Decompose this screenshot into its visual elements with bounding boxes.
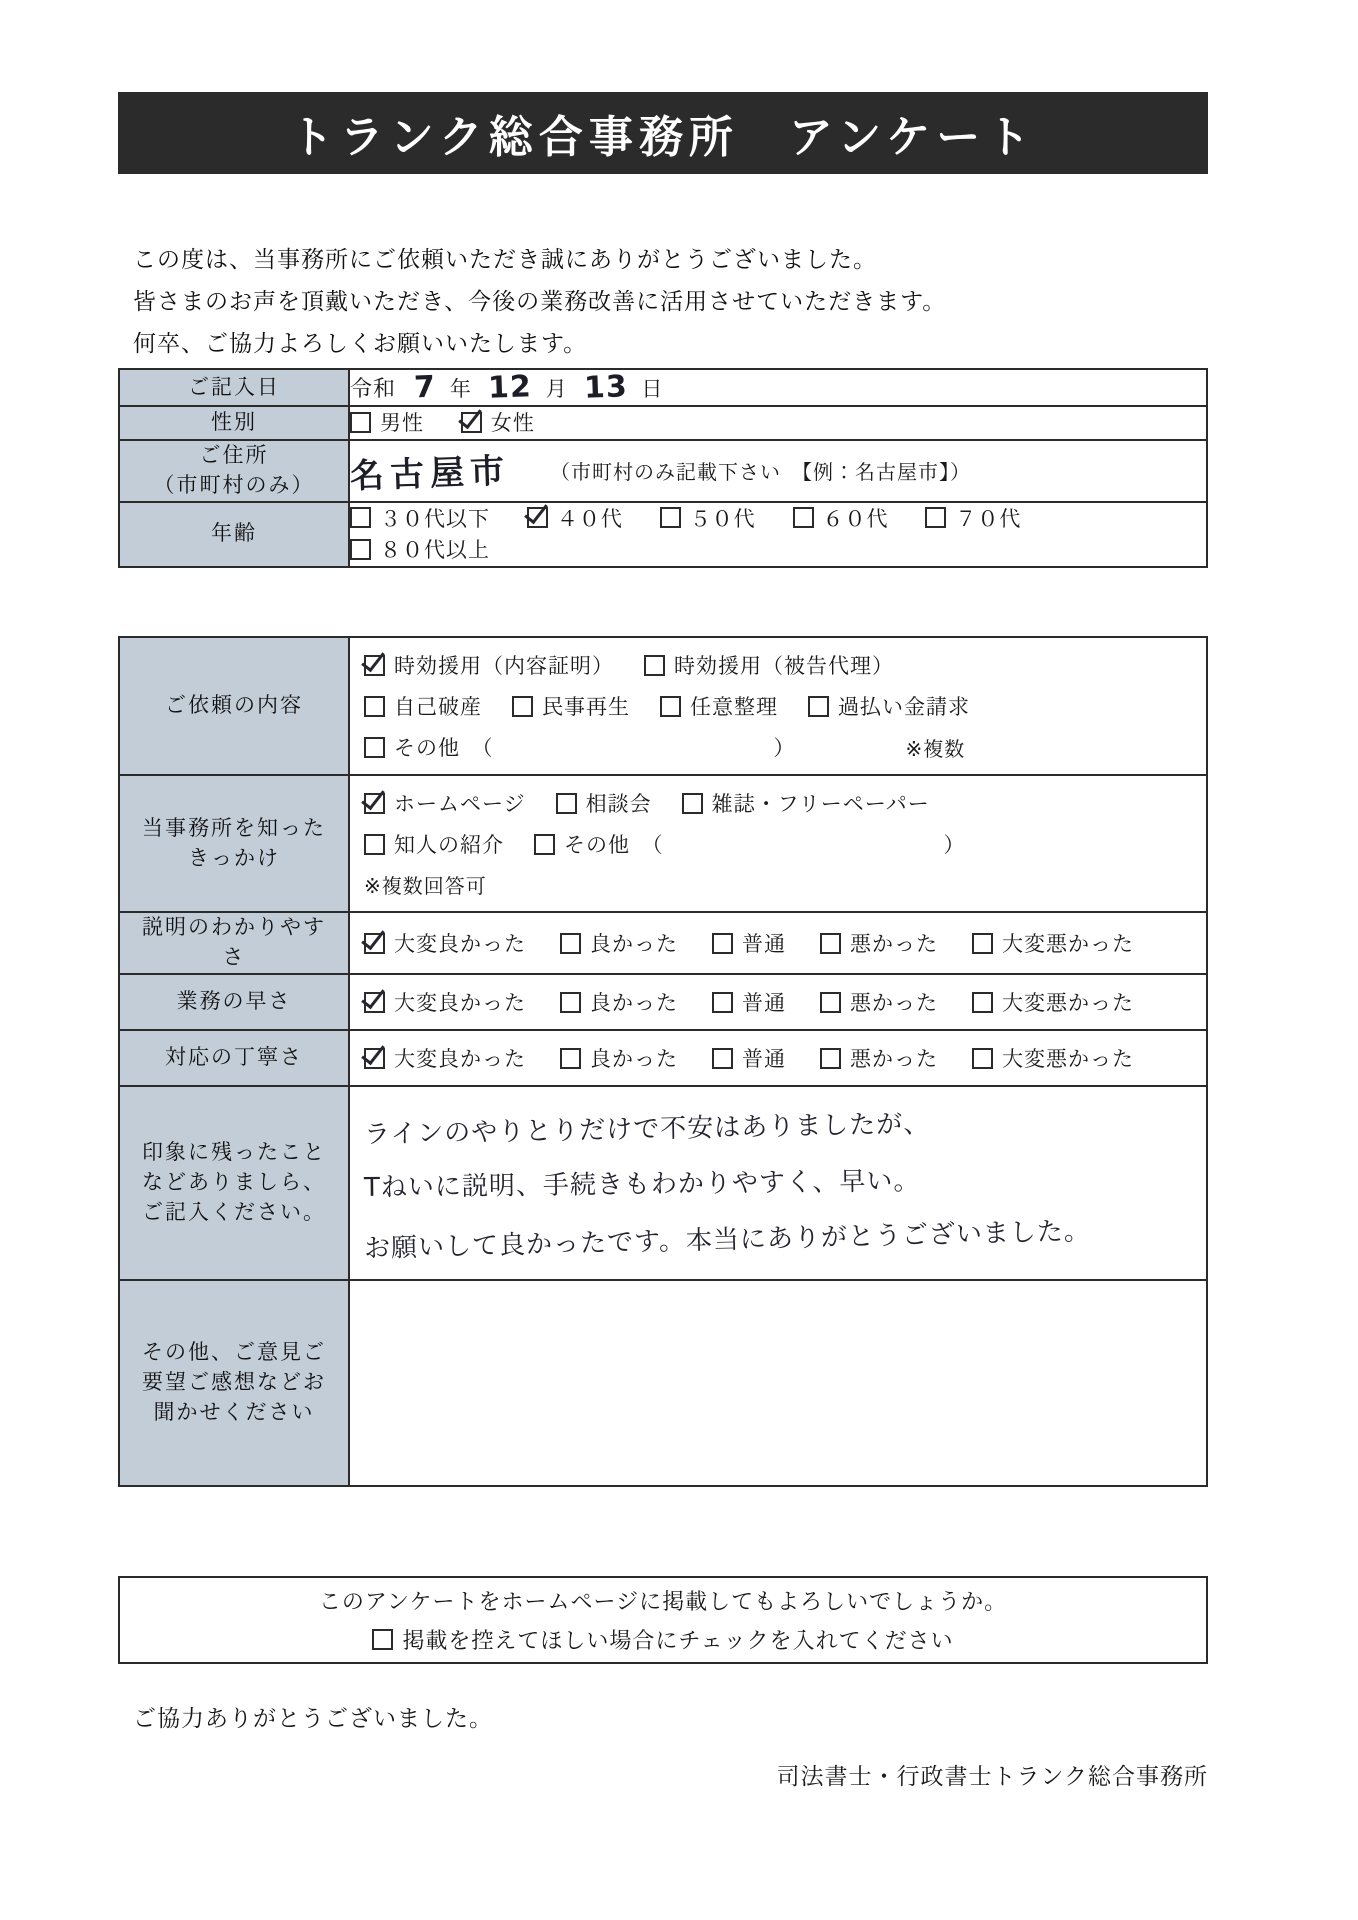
questionnaire-table — [118, 636, 1208, 1487]
checkbox-icon[interactable] — [534, 834, 555, 855]
age-option-80plus-label: ８０代以上 — [380, 539, 490, 562]
rating-politeness-option-excellent-label: 大変良かった — [394, 1048, 526, 1071]
request-option-jikou-naiyo[interactable] — [364, 650, 614, 680]
value-rating-politeness — [349, 1030, 1207, 1086]
request-option-jikou-hikoku-label: 時効援用（被告代理） — [674, 655, 894, 678]
request-option-minjisaisei[interactable] — [512, 691, 630, 721]
rating-politeness-option-good[interactable] — [560, 1043, 678, 1073]
age-option-under30-label: ３０代以下 — [380, 507, 490, 531]
label-rating-politeness-line1: 対応の丁寧さ — [165, 1046, 303, 1069]
source-option-other-label: その他 （ — [564, 834, 664, 857]
checkbox-icon[interactable] — [556, 793, 577, 814]
source-option-referral-label: 知人の紹介 — [394, 834, 504, 857]
request-option-ninniseiri-label: 任意整理 — [690, 696, 778, 719]
value-rating-speed — [349, 974, 1207, 1030]
table-row-date — [119, 369, 1207, 406]
basic-info-table — [118, 368, 1208, 568]
intro-line-2: 皆さまのお声を頂戴いただき、今後の業務改善に活用させていただきます。 — [133, 288, 947, 314]
request-option-jikohasan-label: 自己破産 — [394, 696, 482, 719]
checkbox-icon[interactable] — [682, 793, 703, 814]
rating-speed-option-good-label: 良かった — [590, 992, 678, 1015]
era-label: 令和 — [350, 376, 397, 401]
gender-option-female[interactable] — [461, 407, 535, 437]
checkbox-icon[interactable] — [560, 1048, 581, 1069]
checkbox-checked-icon[interactable] — [461, 412, 482, 433]
address-note: （市町村のみ記載下さい 【例：名古屋市】） — [550, 462, 971, 484]
rating-speed-option-bad-label: 悪かった — [850, 992, 938, 1015]
rating-speed-option-bad[interactable] — [820, 987, 938, 1017]
checkbox-icon[interactable] — [808, 696, 829, 717]
table-row-rating-politeness — [119, 1030, 1207, 1086]
request-option-other-label: その他 （ — [394, 737, 494, 760]
impression-line-2: Tねいに説明、手続きもわかりやすく、早い。 — [363, 1166, 921, 1204]
rating-clarity-option-verybad[interactable] — [972, 928, 1134, 958]
rating-speed-option-excellent-label: 大変良かった — [394, 992, 526, 1015]
source-option-magazine[interactable] — [682, 788, 930, 818]
checkbox-icon[interactable] — [712, 992, 733, 1013]
source-option-referral[interactable] — [364, 829, 504, 859]
age-option-70s-label: ７０代 — [955, 507, 1022, 531]
source-other-close-paren: ） — [943, 834, 966, 857]
rating-clarity-option-average-label: 普通 — [742, 933, 786, 956]
rating-speed-option-verybad-label: 大変悪かった — [1002, 992, 1134, 1015]
request-option-kaibaraikin[interactable] — [808, 691, 970, 721]
checkbox-icon[interactable] — [372, 1629, 393, 1650]
rating-speed-option-good[interactable] — [560, 987, 678, 1017]
age-option-60s[interactable] — [793, 503, 889, 533]
rating-speed-option-average[interactable] — [712, 987, 786, 1017]
source-option-magazine-label: 雑誌・フリーペーパー — [711, 793, 930, 816]
label-impression-line3: ご記入ください。 — [142, 1201, 326, 1224]
table-row-rating-clarity — [119, 912, 1207, 974]
table-row-other-comments — [119, 1280, 1207, 1486]
source-multiple-note: ※複数回答可 — [364, 876, 487, 898]
date-day-value: 13 — [583, 369, 628, 406]
checkbox-icon[interactable] — [512, 696, 533, 717]
label-impression — [119, 1086, 349, 1280]
date-day-unit: 日 — [641, 377, 664, 401]
rating-clarity-option-bad-label: 悪かった — [850, 933, 938, 956]
source-option-other[interactable] — [534, 829, 664, 859]
label-source-line2: きっかけ — [188, 846, 280, 870]
footer-office-name: 司法書士・行政書士トランク総合事務所 — [776, 1763, 1208, 1789]
request-other-close-paren: ） — [773, 737, 796, 760]
date-month-unit: 月 — [545, 377, 568, 401]
checkbox-checked-icon[interactable] — [364, 992, 385, 1013]
value-gender — [349, 406, 1207, 440]
label-impression-line1: 印象に残ったこと — [142, 1141, 326, 1164]
rating-clarity-option-good[interactable] — [560, 928, 678, 958]
gender-option-male[interactable] — [350, 407, 424, 437]
label-source — [119, 775, 349, 912]
checkbox-icon[interactable] — [972, 1048, 993, 1069]
table-row-impression — [119, 1086, 1207, 1280]
value-source — [349, 775, 1207, 912]
request-option-minjisaisei-label: 民事再生 — [542, 696, 630, 719]
intro-paragraph — [133, 238, 1193, 364]
label-address — [119, 440, 349, 502]
rating-clarity-option-good-label: 良かった — [590, 933, 678, 956]
label-other-comments-line1: その他、ご意見ご — [142, 1341, 326, 1364]
label-rating-speed — [119, 974, 349, 1030]
checkbox-checked-icon[interactable] — [364, 933, 385, 954]
impression-line-3: お願いして良かったです。本当にありがとうございました。 — [363, 1216, 1092, 1265]
request-multiple-note: ※複数 — [905, 738, 966, 761]
rating-politeness-option-good-label: 良かった — [590, 1048, 678, 1071]
checkbox-icon[interactable] — [560, 933, 581, 954]
checkbox-checked-icon[interactable] — [527, 507, 548, 528]
checkbox-icon[interactable] — [660, 507, 681, 528]
table-row-request — [119, 637, 1207, 775]
label-rating-clarity-line2: さ — [222, 946, 246, 969]
source-option-soudankai-label: 相談会 — [585, 793, 652, 816]
rating-politeness-option-verybad[interactable] — [972, 1043, 1134, 1073]
gender-option-male-label: 男性 — [380, 412, 424, 435]
date-month-value: 12 — [487, 369, 533, 406]
label-impression-line2: などありましら、 — [142, 1171, 326, 1194]
checkbox-icon[interactable] — [972, 992, 993, 1013]
request-option-jikohasan[interactable] — [364, 691, 482, 721]
value-other-comments[interactable] — [349, 1280, 1207, 1486]
table-row-source — [119, 775, 1207, 912]
checkbox-icon[interactable] — [972, 933, 993, 954]
checkbox-icon[interactable] — [712, 933, 733, 954]
checkbox-icon[interactable] — [364, 696, 385, 717]
label-entry-date: ご記入日 — [119, 369, 349, 406]
rating-clarity-option-bad[interactable] — [820, 928, 938, 958]
rating-clarity-option-excellent-label: 大変良かった — [394, 933, 526, 956]
table-row-rating-speed — [119, 974, 1207, 1030]
checkbox-icon[interactable] — [925, 507, 946, 528]
label-rating-clarity-line1: 説明のわかりやす — [142, 916, 326, 939]
table-row-gender — [119, 406, 1207, 440]
label-source-line1: 当事務所を知った — [142, 816, 326, 840]
intro-line-3: 何卒、ご協力よろしくお願いいたします。 — [133, 330, 588, 356]
age-option-40s-label: ４０代 — [556, 507, 623, 531]
rating-politeness-option-excellent[interactable] — [364, 1043, 526, 1073]
checkbox-icon[interactable] — [364, 834, 385, 855]
label-request-content: ご依頼の内容 — [119, 637, 349, 775]
checkbox-icon[interactable] — [660, 696, 681, 717]
label-rating-speed-line1: 業務の早さ — [176, 990, 292, 1013]
age-option-60s-label: ６０代 — [822, 507, 889, 531]
age-option-under30[interactable] — [350, 503, 490, 533]
label-other-comments-line2: 要望ご感想などお — [142, 1371, 326, 1394]
rating-politeness-option-bad-label: 悪かった — [850, 1048, 938, 1071]
value-address — [349, 440, 1207, 502]
value-impression[interactable] — [349, 1086, 1207, 1280]
table-row-age — [119, 502, 1207, 567]
checkbox-icon[interactable] — [820, 1048, 841, 1069]
consent-optout-label: 掲載を控えてほしい場合にチェックを入れてください — [402, 1628, 954, 1653]
rating-clarity-option-average[interactable] — [712, 928, 786, 958]
source-option-homepage-label: ホームページ — [394, 793, 526, 816]
checkbox-icon[interactable] — [560, 992, 581, 1013]
consent-optout-option[interactable] — [372, 1624, 953, 1655]
rating-clarity-option-verybad-label: 大変悪かった — [1002, 933, 1134, 956]
label-address-line2: （市町村のみ） — [153, 473, 315, 497]
page-title: トランク総合事務所 アンケート — [289, 113, 1037, 162]
age-option-50s[interactable] — [660, 503, 756, 533]
request-option-jikou-hikoku[interactable] — [644, 650, 894, 680]
checkbox-icon[interactable] — [820, 933, 841, 954]
request-option-kaibaraikin-label: 過払い金請求 — [838, 696, 970, 719]
consent-question: このアンケートをホームページに掲載してもよろしいでしょうか。 — [318, 1589, 1008, 1614]
checkbox-icon[interactable] — [820, 992, 841, 1013]
page-header-banner — [118, 92, 1208, 174]
checkbox-checked-icon[interactable] — [364, 793, 385, 814]
checkbox-icon[interactable] — [350, 412, 371, 433]
request-option-jikou-naiyo-label: 時効援用（内容証明） — [394, 655, 614, 678]
rating-politeness-option-bad[interactable] — [820, 1043, 938, 1073]
checkbox-icon[interactable] — [350, 507, 371, 528]
table-row-address — [119, 440, 1207, 502]
source-option-homepage[interactable] — [364, 788, 526, 818]
checkbox-icon[interactable] — [793, 507, 814, 528]
rating-politeness-option-average[interactable] — [712, 1043, 786, 1073]
checkbox-icon[interactable] — [712, 1048, 733, 1069]
value-entry-date — [349, 369, 1207, 406]
value-rating-clarity — [349, 912, 1207, 974]
label-rating-clarity — [119, 912, 349, 974]
intro-line-1: この度は、当事務所にご依頼いただき誠にありがとうございました。 — [133, 246, 877, 272]
address-handwritten-value: 名古屋市 — [349, 451, 511, 497]
rating-speed-option-average-label: 普通 — [742, 992, 786, 1015]
label-gender: 性別 — [119, 406, 349, 440]
checkbox-icon[interactable] — [644, 655, 665, 676]
rating-speed-option-verybad[interactable] — [972, 987, 1134, 1017]
checkbox-checked-icon[interactable] — [364, 1048, 385, 1069]
rating-speed-option-excellent[interactable] — [364, 987, 526, 1017]
label-rating-politeness — [119, 1030, 349, 1086]
rating-clarity-option-excellent[interactable] — [364, 928, 526, 958]
label-address-line1: ご住所 — [199, 443, 269, 467]
checkbox-checked-icon[interactable] — [364, 655, 385, 676]
value-age — [349, 502, 1207, 567]
checkbox-icon[interactable] — [364, 737, 385, 758]
rating-politeness-option-verybad-label: 大変悪かった — [1002, 1048, 1134, 1071]
request-option-ninniseiri[interactable] — [660, 691, 778, 721]
publication-consent-box — [118, 1576, 1208, 1664]
label-age: 年齢 — [119, 502, 349, 567]
impression-line-1: ラインのやりとりだけで不安はありましたが、 — [363, 1109, 931, 1150]
label-other-comments — [119, 1280, 349, 1486]
age-option-50s-label: ５０代 — [689, 507, 756, 531]
checkbox-icon[interactable] — [350, 539, 371, 560]
request-option-other[interactable] — [364, 732, 494, 762]
date-year-unit: 年 — [449, 377, 472, 401]
age-option-70s[interactable] — [925, 503, 1021, 533]
gender-option-female-label: 女性 — [490, 412, 535, 435]
value-request-content — [349, 637, 1207, 775]
rating-politeness-option-average-label: 普通 — [742, 1048, 786, 1071]
date-year-value: 7 — [413, 369, 437, 406]
age-option-40s[interactable] — [527, 503, 623, 533]
age-option-80plus[interactable] — [350, 534, 490, 564]
footer-thanks-text: ご協力ありがとうございました。 — [133, 1705, 493, 1731]
source-option-soudankai[interactable] — [556, 788, 652, 818]
label-other-comments-line3: 聞かせください — [153, 1401, 315, 1424]
